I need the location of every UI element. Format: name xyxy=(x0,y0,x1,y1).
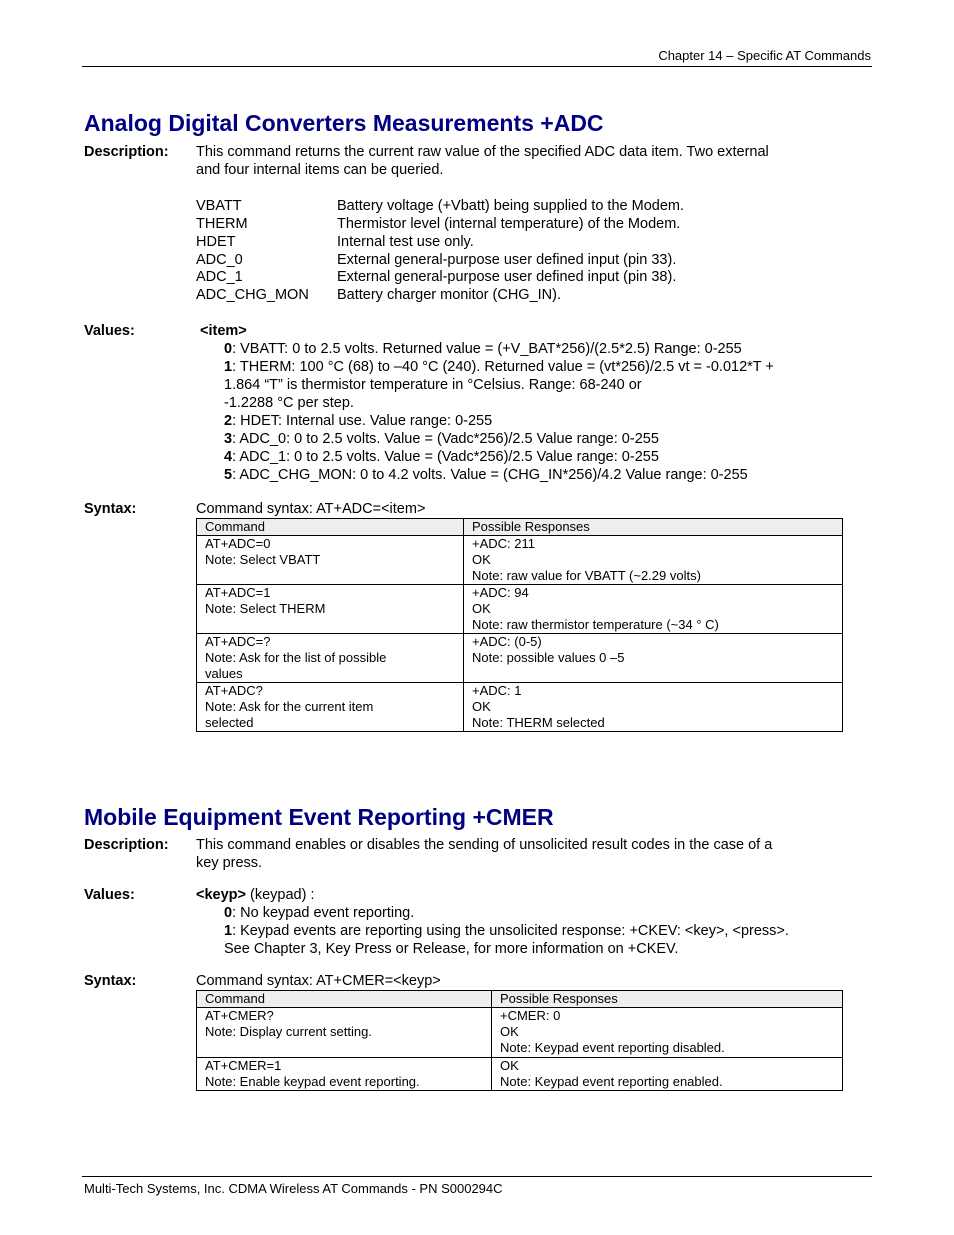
value-line: 2: HDET: Internal use. Value range: 0-255 xyxy=(224,413,493,429)
syntax-text: Command syntax: AT+ADC=<item> xyxy=(196,501,426,517)
table-row xyxy=(197,634,843,683)
description-line: key press. xyxy=(196,855,263,871)
command-cell: AT+CMER=1 Note: Enable keypad event reporting. xyxy=(197,1058,492,1091)
column-header: Command xyxy=(197,519,464,536)
column-header: Possible Responses xyxy=(464,519,843,536)
item-desc: External general-purpose user defined input (pin 38). xyxy=(337,269,677,285)
item-name: HDET xyxy=(196,234,236,250)
response-cell: +ADC: 1 OK Note: THERM selected xyxy=(464,683,843,732)
value-line: -1.2288 °C per step. xyxy=(224,395,354,411)
command-cell: AT+ADC=? Note: Ask for the list of possible values xyxy=(197,634,464,683)
adc-command-table xyxy=(196,518,843,732)
value-line: 0: No keypad event reporting. xyxy=(224,905,415,921)
table-row xyxy=(197,536,843,585)
value-line: 0: VBATT: 0 to 2.5 volts. Returned value = (+V_BAT*256)/(2.5*2.5) Range: 0-255 xyxy=(224,341,742,357)
column-header: Command xyxy=(197,991,492,1008)
param-line: <keyp> (keypad) : xyxy=(196,887,315,903)
running-header: Chapter 14 – Specific AT Commands xyxy=(658,48,871,63)
header-rule xyxy=(82,66,872,67)
value-line: 4: ADC_1: 0 to 2.5 volts. Value = (Vadc*256)/2.5 Value range: 0-255 xyxy=(224,449,659,465)
item-desc: Battery voltage (+Vbatt) being supplied to the Modem. xyxy=(337,198,684,214)
item-desc: Internal test use only. xyxy=(337,234,474,250)
value-line: 1: Keypad events are reporting using the unsolicited response: +CKEV: <key>, <press>. xyxy=(224,923,789,939)
section-title-adc: Analog Digital Converters Measurements +ADC xyxy=(84,110,604,136)
item-name: ADC_0 xyxy=(196,252,243,268)
item-name: THERM xyxy=(196,216,248,232)
syntax-label: Syntax: xyxy=(84,973,137,989)
response-cell: +CMER: 0 OK Note: Keypad event reporting disabled. xyxy=(492,1008,843,1058)
item-name: VBATT xyxy=(196,198,242,214)
value-line: 3: ADC_0: 0 to 2.5 volts. Value = (Vadc*256)/2.5 Value range: 0-255 xyxy=(224,431,659,447)
response-cell: +ADC: 94 OK Note: raw thermistor temperature (~34 ° C) xyxy=(464,585,843,634)
command-cell: AT+ADC=0 Note: Select VBATT xyxy=(197,536,464,585)
footer-text: Multi-Tech Systems, Inc. CDMA Wireless AT Commands - PN S000294C xyxy=(84,1181,503,1196)
value-line: See Chapter 3, Key Press or Release, for more information on +CKEV. xyxy=(224,941,679,957)
footer-rule xyxy=(82,1176,872,1177)
values-label: Values: xyxy=(84,887,135,903)
syntax-label: Syntax: xyxy=(84,501,137,517)
section-title-cmer: Mobile Equipment Event Reporting +CMER xyxy=(84,804,554,830)
item-name: ADC_1 xyxy=(196,269,243,285)
table-header-row xyxy=(197,991,843,1008)
response-cell: +ADC: (0-5) Note: possible values 0 –5 xyxy=(464,634,843,683)
command-cell: AT+ADC=1 Note: Select THERM xyxy=(197,585,464,634)
item-desc: Battery charger monitor (CHG_IN). xyxy=(337,287,562,303)
item-name: ADC_CHG_MON xyxy=(196,287,309,303)
item-desc: External general-purpose user defined input (pin 33). xyxy=(337,252,677,268)
command-cell: AT+ADC? Note: Ask for the current item selected xyxy=(197,683,464,732)
value-line: 1: THERM: 100 °C (68) to –40 °C (240). Returned value = (vt*256)/2.5 vt = -0.012*T + xyxy=(224,359,774,375)
description-line: and four internal items can be queried. xyxy=(196,162,444,178)
value-line: 1.864 “T” is thermistor temperature in °Celsius. Range: 68-240 or xyxy=(224,377,642,393)
table-row xyxy=(197,585,843,634)
cmer-command-table xyxy=(196,990,843,1091)
response-cell: +ADC: 211 OK Note: raw value for VBATT (~2.29 volts) xyxy=(464,536,843,585)
response-cell: OK Note: Keypad event reporting enabled. xyxy=(492,1058,843,1091)
values-label: Values: xyxy=(84,323,135,339)
description-label: Description: xyxy=(84,144,169,160)
description-label: Description: xyxy=(84,837,169,853)
description-line: This command returns the current raw value of the specified ADC data item. Two external xyxy=(196,144,769,160)
description-line: This command enables or disables the sending of unsolicited result codes in the case of a xyxy=(196,837,773,853)
syntax-text: Command syntax: AT+CMER=<keyp> xyxy=(196,973,441,989)
table-row xyxy=(197,1058,843,1091)
table-header-row xyxy=(197,519,843,536)
param-name: <item> xyxy=(200,323,247,339)
command-cell: AT+CMER? Note: Display current setting. xyxy=(197,1008,492,1058)
item-desc: Thermistor level (internal temperature) of the Modem. xyxy=(337,216,681,232)
table-row xyxy=(197,683,843,732)
table-row xyxy=(197,1008,843,1058)
value-line: 5: ADC_CHG_MON: 0 to 4.2 volts. Value = (CHG_IN*256)/4.2 Value range: 0-255 xyxy=(224,467,748,483)
column-header: Possible Responses xyxy=(492,991,843,1008)
